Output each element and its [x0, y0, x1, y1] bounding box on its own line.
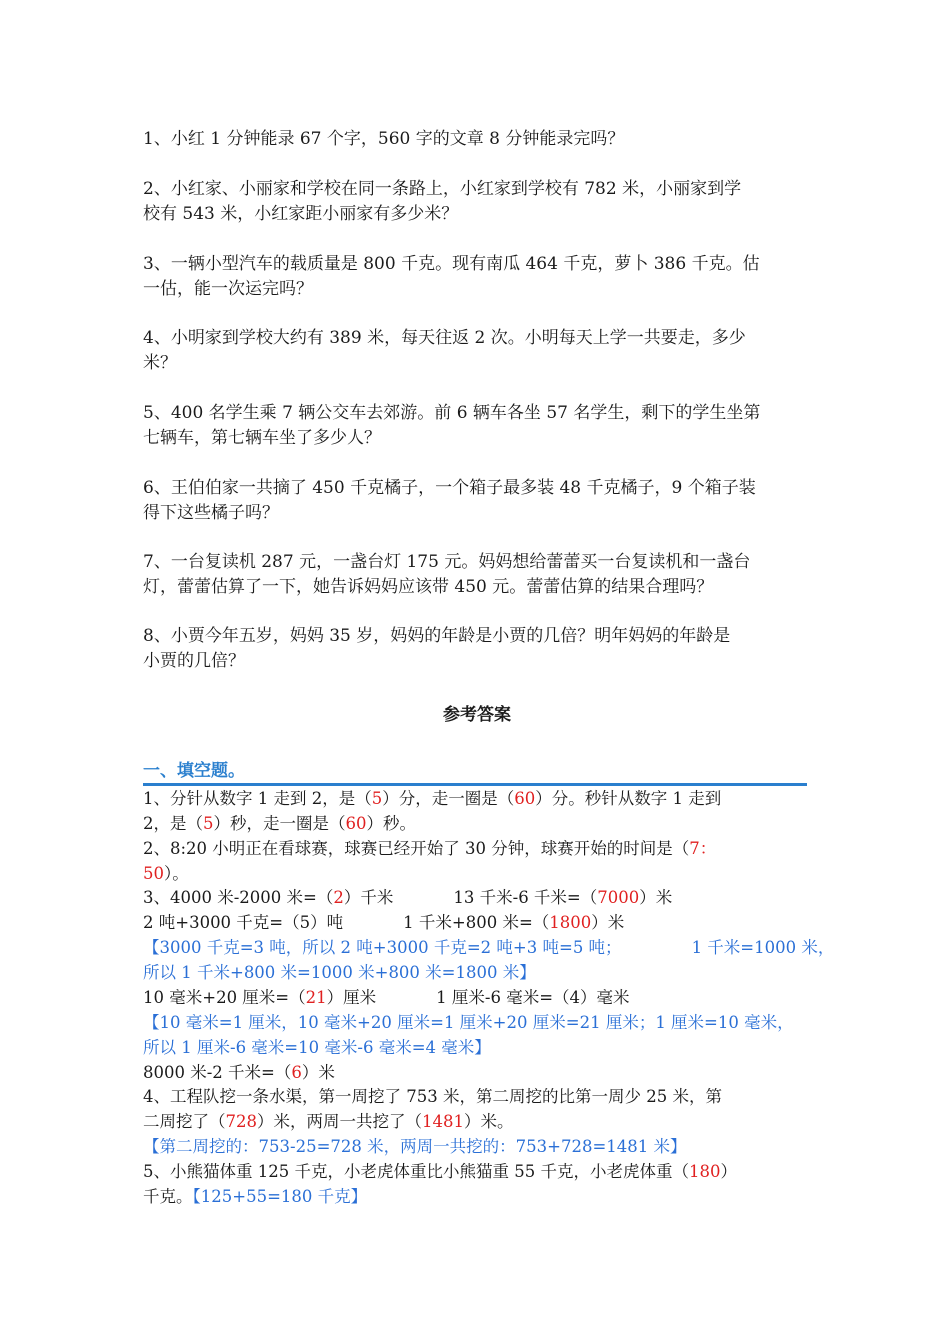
answer-3: 3、4000 米-2000 米=（2）千米 13 千米-6 千米=（7000）米 2 吨+3000 千克=（5）吨 1 千米+800 米=（1800）米 【3000 千克=3 吨，所以 2 吨+3000 千克=2 吨+3 吨=5 吨； 1 千米=1000 米， 所以 1 千米+800 米=1000 米+800 米=1800 米】 10 毫米+20 厘米=（21）厘米 1 厘米-6 毫米=（4）毫米 【10 毫米=1 厘米，10 毫米+20 厘米=1 厘米+20 厘米=21 厘米；1 厘米=10 毫米， 所以 1 厘米-6 毫米=10 毫米-6 毫米=4 毫米】 8000 米-2 千米=（6）米 [143, 888, 835, 1082]
answer-5: 5、小熊猫体重 125 千克，小老虎体重比小熊猫重 55 千克，小老虎体重（180） 千克。【125+55=180 千克】 [143, 1162, 737, 1206]
answer-2: 2、8:20 小明正在看球赛，球赛已经开始了 30 分钟，球赛开始的时间是（7： 50）。 [143, 839, 717, 883]
answers-title: 参考答案 [443, 705, 511, 725]
answer-4: 4、工程队挖一条水渠，第一周挖了 753 米，第二周挖的比第一周少 25 米，第 二周挖了（728）米，两周一共挖了（1481）米。 【第二周挖的：753-25=728 米，两周一共挖的：753+728=1481 米】 [143, 1087, 722, 1156]
question-2: 2、小红家、小丽家和学校在同一条路上，小红家到学校有 782 米，小丽家到学 校有 543 米，小红家距小丽家有多少米？ [143, 179, 742, 224]
question-3: 3、一辆小型汽车的载质量是 800 千克。现有南瓜 464 千克，萝卜 386 千克。估 一估，能一次运完吗？ [143, 254, 760, 299]
section-heading-fill-in: 一、填空题。 [143, 759, 807, 786]
question-6: 6、王伯伯家一共摘了 450 千克橘子，一个箱子最多装 48 千克橘子，9 个箱子装 得下这些橘子吗？ [143, 478, 756, 523]
question-8: 8、小贾今年五岁，妈妈 35 岁，妈妈的年龄是小贾的几倍？明年妈妈的年龄是 小贾的几倍？ [143, 626, 731, 671]
question-5: 5、400 名学生乘 7 辆公交车去郊游。前 6 辆车各坐 57 名学生，剩下的学生坐第 七辆车，第七辆车坐了多少人？ [143, 403, 761, 448]
question-7: 7、一台复读机 287 元，一盏台灯 175 元。妈妈想给蕾蕾买一台复读机和一盏台 灯，蕾蕾估算了一下，她告诉妈妈应该带 450 元。蕾蕾估算的结果合理吗？ [143, 552, 751, 597]
answer-1: 1、分针从数字 1 走到 2，是（5）分，走一圈是（60）分。秒针从数字 1 走到 2，是（5）秒，走一圈是（60）秒。 [143, 789, 722, 833]
question-4: 4、小明家到学校大约有 389 米，每天往返 2 次。小明每天上学一共要走，多少 米？ [143, 328, 746, 373]
question-1: 1、小红 1 分钟能录 67 个字，560 字的文章 8 分钟能录完吗？ [143, 129, 625, 149]
